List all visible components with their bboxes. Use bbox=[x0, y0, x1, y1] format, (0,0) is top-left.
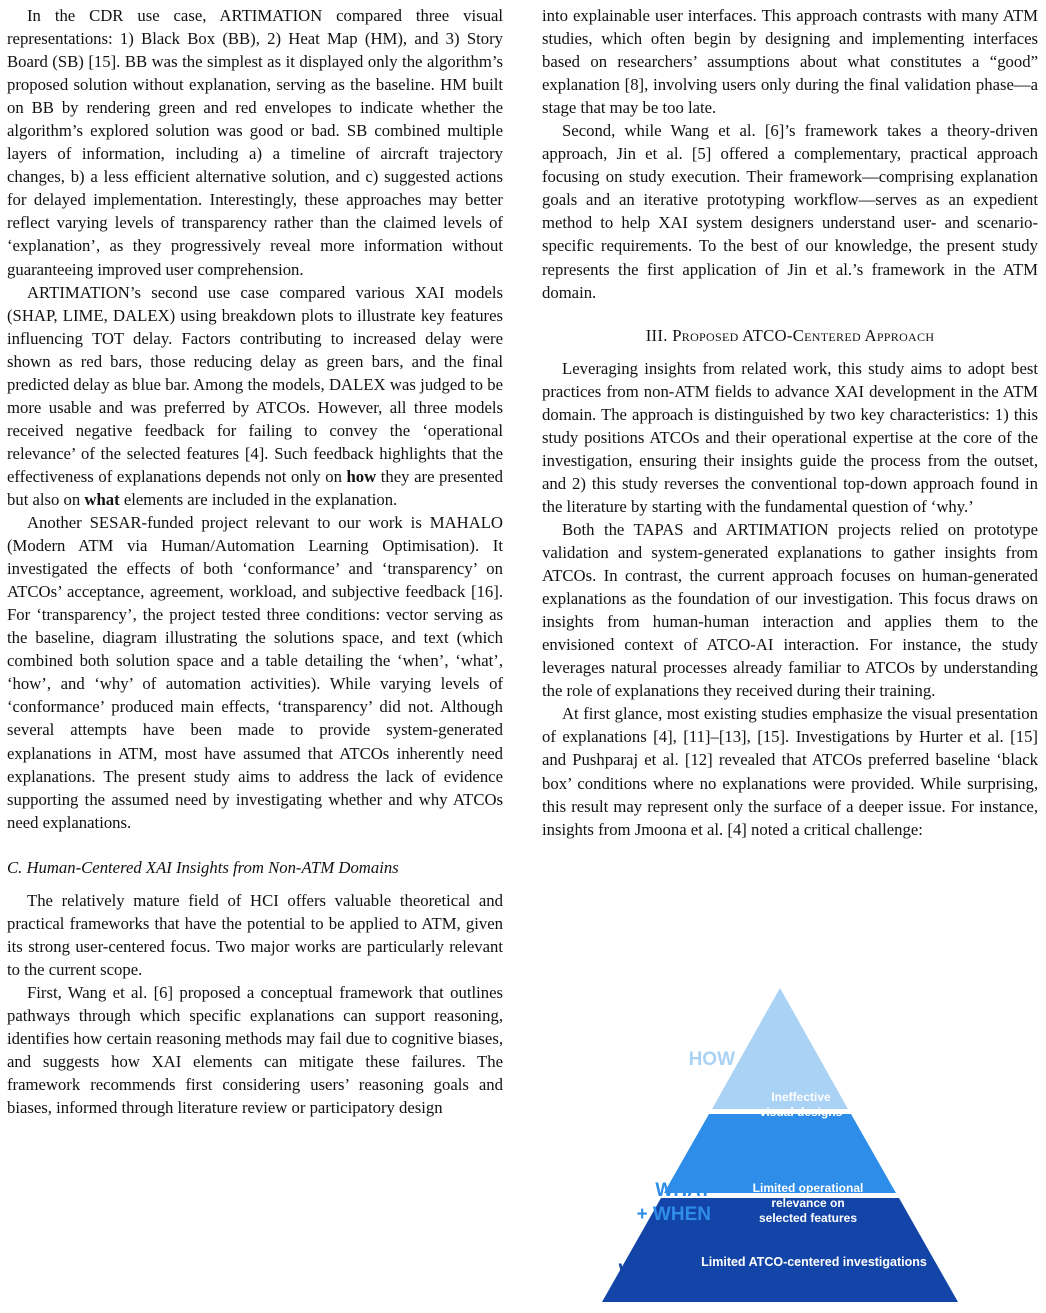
top-tier-text: Ineffective bbox=[771, 1090, 831, 1104]
text-run: elements are included in the explanation. bbox=[119, 489, 398, 509]
paragraph: At first glance, most existing studies emphasize the visual presentation of explanations [4], [11]–[13], [15]. Investigations by Hurter et al. [15] and Pushparaj et al. [12] revealed that ATCOs preferred baseline ‘black box’ conditions where no explanations were provided. While surprising, this result may represent only the surface of a deeper issue. For instance, insights from Jmoona et al. [4] noted a critical challenge: bbox=[542, 704, 1038, 839]
label-what: WHAT bbox=[655, 1180, 711, 1201]
paragraph: First, Wang et al. [6] proposed a conceptual framework that outlines pathways through which specific explanations can support reasoning, identifies how certain reasoning methods may fail due to cognitive biases, and suggests how XAI elements can mitigate these failures. The framework recommends first considering users’ reasoning goals and biases, informed through literature review or participatory design bbox=[7, 982, 503, 1118]
paragraph bbox=[7, 281, 503, 511]
subsection-heading: C. Human-Centered XAI Insights from Non-ATM Domains bbox=[7, 857, 399, 877]
text-run: they are presented but also on bbox=[7, 466, 504, 509]
paragraph: Second, while Wang et al. [6]’s framework takes a theory-driven approach, Jin et al. [5] offered a complementary, practical approach focusing on study execution. Their framework—comprising explanation goals and an iterative prototyping workflow—serves as an expedient method to help XAI system designers understand user- and scenario-specific requirements. To the best of our knowledge, the present study represents the first application of Jin et al.’s framework in the ATM domain. bbox=[542, 121, 1038, 302]
label-how: HOW bbox=[688, 1049, 735, 1070]
paragraph: In the CDR use case, ARTIMATION compared three visual representations: 1) Black Box (BB), 2) Heat Map (HM), and 3) Story Board (SB) [15]. BB was the simplest as it displayed only the algorithm’s proposed solution without explanation, serving as the baseline. HM built on BB by rendering green and red envelopes to indicate whether the algorithm’s explored solution was good or bad. SB combined multiple layers of information, including a) a timeline of aircraft trajectory changes, b) a less efficient alternative solution, and c) suggested actions for delayed implementation. Interestingly, these approaches may better reflect varying levels of transparency rather than the claimed levels of ‘explanation’, as they progressively reveal more information without guaranteeing improved user comprehension. bbox=[7, 6, 503, 279]
paragraph: Leveraging insights from related work, this study aims to adopt best practices from non-ATM fields to advance XAI development in the ATM domain. The approach is distinguished by two key characteristics: 1) this study positions ATCOs and their operational expertise at the core of the investigation, ensuring their insights guide the process from the outset, and 2) this study reverses the conventional top-down approach found in the literature by starting with the fundamental question of ‘why.’ bbox=[542, 358, 1038, 516]
paragraph: Another SESAR-funded project relevant to our work is MAHALO (Modern ATM via Human/Automation Learning Optimisation). It investigated the effects of both ‘conformance’ and ‘transparency’ on ATCOs’ acceptance, agreement, workload, and subjective feedback [16]. For ‘transparency’, the project tested three conditions: vector serving as the baseline, diagram illustrating the solutions space, and text (which combined both solution space and a table detailing the ‘when’, ‘what’, ‘how’, and ‘why’ of automation activities). While varying levels of ‘conformance’ produced main effects, ‘transparency’ did not. Although several attempts have been made to provide system-generated explanations in ATM, most have assumed that ATCOs inherently need explanations. The present study aims to address the lack of evidence supporting the assumed need by investigating whether and why ATCOs need explanations. bbox=[7, 513, 503, 832]
middle-tier-text: Limited operational bbox=[752, 1181, 864, 1195]
paragraph: Both the TAPAS and ARTIMATION projects relied on prototype validation and system-generated explanations to gather insights from ATCOs. In contrast, the current approach focuses on human-generated explanations as the foundation of our investigation. This focus draws on insights from human-human interaction and applies them to the envisioned context of ATCO-AI interaction. For instance, the study leverages natural processes already familiar to ATCOs by understanding the role of explanations they received during their training. bbox=[542, 519, 1038, 701]
middle-tier-text: relevance on bbox=[771, 1196, 845, 1210]
section-heading: III. Proposed ATCO-Centered Approach bbox=[645, 325, 935, 345]
bottom-tier-text: Limited ATCO-centered investigations bbox=[701, 1255, 927, 1269]
paragraph: The relatively mature field of HCI offers valuable theoretical and practical frameworks that have the potential to be applied to ATM, given its strong user-centered focus. Two major works are particularly relevant to the current scope. bbox=[7, 890, 503, 979]
bold-text: what bbox=[84, 489, 120, 509]
paragraph: into explainable user interfaces. This approach contrasts with many ATM studies, which often begin by designing and implementing interfaces based on researchers’ assumptions about what constitutes a “good” explanation [8], involving users only during the final validation phase—a stage that may be too late. bbox=[542, 6, 1038, 118]
right-column bbox=[542, 4, 1038, 841]
bold-text: how bbox=[346, 466, 377, 486]
left-column bbox=[7, 4, 503, 1119]
pyramid-diagram bbox=[555, 976, 975, 1306]
label-when: + WHEN bbox=[636, 1204, 711, 1225]
top-tier-text: visual designs bbox=[759, 1105, 843, 1119]
text-run: ARTIMATION’s second use case compared various XAI models (SHAP, LIME, DALEX) using breakdown plots to illustrate key features influencing TOT delay. Factors contributing to increased delay were shown as red bars, those reducing delay as green bars, and the final predicted delay as blue bar. Among the models, DALEX was judged to be more usable and was preferred by ATCOs. However, all three models received negative feedback for failing to convey the ‘operational relevance’ of the selected features [4]. Such feedback highlights that the effectiveness of explanations depends not only on bbox=[7, 282, 503, 486]
pyramid-figure bbox=[555, 976, 975, 1306]
middle-tier-text: selected features bbox=[758, 1211, 858, 1225]
label-why: WHY bbox=[618, 1261, 663, 1282]
